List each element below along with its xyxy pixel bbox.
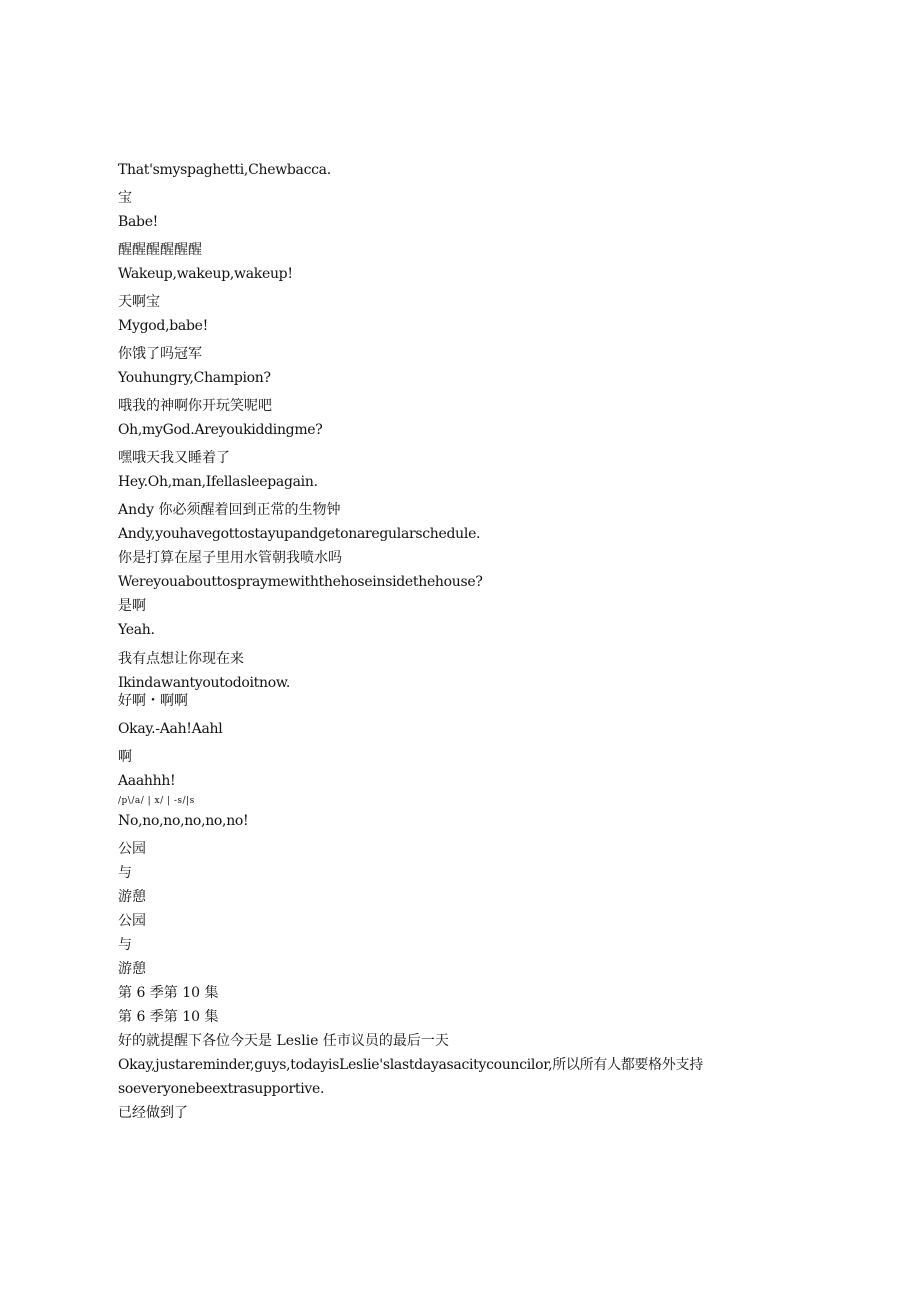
subtitle-line: 已经做到了 — [118, 1105, 188, 1121]
subtitle-line: Andy,youhavegottostayupandgetonaregularschedule. — [118, 526, 481, 542]
subtitle-line: Babe! — [118, 214, 159, 230]
subtitle-line: 你饿了吗冠军 — [118, 346, 202, 362]
subtitle-line: 天啊宝 — [118, 294, 160, 310]
subtitle-line: Youhungry,Champion? — [118, 370, 271, 386]
subtitle-line: Mygod,babe! — [118, 318, 208, 334]
subtitle-line: Wakeup,wakeup,wakeup! — [118, 266, 293, 282]
subtitle-line: 是啊 — [118, 598, 146, 614]
subtitle-transcript — [118, 158, 878, 1125]
subtitle-line: 游憩 — [118, 961, 146, 977]
episode-label: 第 6 季第 10 集 — [118, 985, 219, 1001]
subtitle-line: Wereyouabouttospraymewiththehoseinsidethehouse? — [118, 574, 483, 590]
subtitle-line: 我有点想让你现在来 — [118, 651, 244, 667]
subtitle-line: 嘿哦天我又睡着了 — [118, 450, 230, 466]
subtitle-line: Hey.Oh,man,Ifellasleepagain. — [118, 474, 318, 490]
subtitle-line: 公园 — [118, 913, 146, 929]
subtitle-line: 公园 — [118, 841, 146, 857]
subtitle-line: No,no,no,no,no,no! — [118, 813, 249, 829]
subtitle-line: Aaahhh! — [118, 773, 176, 789]
subtitle-line: 与 — [118, 937, 132, 953]
subtitle-line: Okay.-Aah!Aahl — [118, 721, 223, 737]
subtitle-line: 哦我的神啊你开玩笑呢吧 — [118, 398, 272, 414]
subtitle-line: Yeah. — [118, 622, 155, 638]
subtitle-line: That'smyspaghetti,Chewbacca. — [118, 162, 331, 178]
subtitle-line: 好啊・啊啊 — [118, 693, 188, 709]
subtitle-line: 啊 — [118, 749, 132, 765]
subtitle-line: 好的就提醒下各位今天是 Leslie 任市议员的最后一天 — [118, 1033, 449, 1049]
subtitle-line: 你是打算在屋子里用水管朝我喷水吗 — [118, 550, 342, 566]
subtitle-line: 与 — [118, 865, 132, 881]
episode-label: 第 6 季第 10 集 — [118, 1009, 219, 1025]
subtitle-line: 宝 — [118, 190, 132, 206]
subtitle-line: soeveryonebeextrasupportive. — [118, 1081, 325, 1097]
subtitle-line: 醒醒醒醒醒醒 — [118, 242, 202, 258]
subtitle-line: Oh,myGod.Areyoukiddingme? — [118, 422, 323, 438]
subtitle-line: Andy 你必须醒着回到正常的生物钟 — [118, 502, 341, 518]
garbled-line: /p\/a/ | x/ | -s/|s — [118, 796, 195, 806]
subtitle-line: Ikindawantyoutodoitnow. — [118, 675, 291, 691]
subtitle-line: Okay,justareminder,guys,todayisLeslie'slastdayasacitycouncilor,所以所有人都要格外支持 — [118, 1057, 703, 1073]
subtitle-line: 游憩 — [118, 889, 146, 905]
